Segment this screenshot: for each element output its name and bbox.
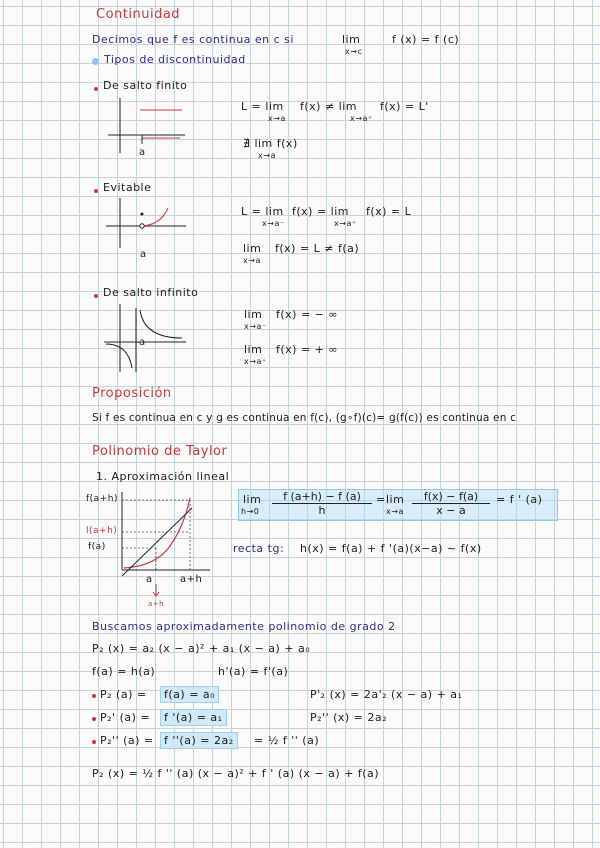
limit-text: L = lim (241, 205, 284, 218)
bullet-icon (94, 294, 98, 298)
limit-sub: x→a⁺ (350, 114, 373, 123)
row3-box: f ''(a) = 2a₂ (160, 732, 238, 749)
fraction-numerator: f (a+h) − f (a) (272, 490, 372, 504)
row2-left: P₂' (a) = (100, 711, 151, 724)
taylor-label-fa: f(a) (88, 542, 106, 552)
grado2-polynomial: P₂ (x) = a₂ (x − a)² + a₁ (x − a) + a₀ (92, 642, 311, 655)
row1-left: P₂ (a) = (100, 688, 147, 701)
fraction-denominator: h (318, 504, 326, 517)
taylor-subheading: 1. Aproximación lineal (96, 470, 230, 483)
definition-lim-sub: x→c (345, 47, 363, 56)
bullet-icon (92, 717, 96, 721)
bullet-icon (94, 87, 98, 91)
limit-text: f(x) = L' (380, 100, 429, 113)
limit-sub: x→a⁺ (244, 357, 267, 366)
bullet-icon (92, 58, 99, 65)
row3-right: = ½ f '' (a) (254, 734, 320, 747)
bullet-icon (92, 694, 96, 698)
taylor-label-fah: f(a+h) (86, 494, 118, 504)
derivative-result: = f ' (a) (496, 493, 543, 506)
limit-text: f(x) ≠ lim (300, 100, 358, 113)
bullet-icon (94, 189, 98, 193)
page-title: Continuidad (96, 7, 181, 22)
row1-right: P'₂ (x) = 2a'₂ (x − a) + a₁ (310, 688, 463, 701)
evitable-heading: Evitable (103, 181, 152, 194)
limit-text: f(x) = − ∞ (276, 308, 339, 321)
fraction-denominator: x − a (436, 504, 466, 517)
limit-sub: x→a (258, 151, 276, 160)
taylor-label-lah: l(a+h) (86, 526, 118, 536)
recta-expr: h(x) = f(a) + f '(a)(x−a) ∼ f(x) (300, 542, 482, 555)
limit-sub: x→a (243, 256, 261, 265)
taylor-label-ah: a+h (180, 574, 203, 585)
limit-text: lim (244, 343, 263, 356)
fraction (412, 490, 490, 517)
definition-expr: f (x) = f (c) (392, 33, 460, 46)
limit-sub: x→a⁺ (334, 219, 357, 228)
limit-text: ∄ lim f(x) (243, 137, 298, 150)
fraction-numerator: f(x) − f(a) (412, 490, 490, 504)
row3-left: P₂'' (a) = (100, 734, 154, 747)
limit-text: lim (243, 493, 262, 506)
row2-right: P₂'' (x) = 2a₂ (310, 711, 388, 724)
taylor-label-a: a (146, 574, 153, 585)
grado2-eq-fa: f(a) = h(a) (92, 665, 156, 678)
recta-label: recta tg: (233, 542, 285, 555)
grado2-eq-fpa: h'(a) = f'(a) (218, 665, 289, 678)
grado2-heading: Buscamos aproximadamente polinomio de grado 2 (92, 620, 396, 633)
tipos-heading: Tipos de discontinuidad (104, 53, 246, 66)
salto-finito-heading: De salto finito (103, 79, 188, 92)
taylor-heading: Polinomio de Taylor (92, 444, 228, 459)
evitable-axis-label: a (140, 249, 147, 260)
limit-text: f(x) = L (366, 205, 412, 218)
limit-sub: x→a (386, 507, 404, 516)
proposicion-heading: Proposición (92, 386, 172, 401)
row1-box: f(a) = a₀ (160, 686, 219, 703)
limit-text: f(x) = L ≠ f(a) (275, 242, 360, 255)
limit-sub: x→a⁻ (262, 219, 285, 228)
definition-text: Decimos que f es continua en c si (92, 33, 294, 46)
equals-sign: = (376, 493, 386, 506)
fraction (272, 490, 372, 517)
limit-text: f(x) = + ∞ (276, 343, 339, 356)
limit-sub: h→0 (241, 507, 260, 516)
taylor-label-ah-below: a+h (148, 600, 165, 608)
bullet-icon (92, 740, 96, 744)
limit-text: lim (243, 242, 262, 255)
limit-text: lim (244, 308, 263, 321)
limit-sub: x→a⁻ (244, 322, 267, 331)
limit-text: lim (386, 493, 405, 506)
salto-infinito-heading: De salto infinito (103, 286, 199, 299)
definition-lim: lim (342, 33, 361, 46)
limit-sub: x→a (268, 114, 286, 123)
salto-infinito-axis-label: a (139, 337, 146, 348)
grado2-final: P₂ (x) = ½ f '' (a) (x − a)² + f ' (a) (x − a) + f(a) (92, 767, 380, 780)
limit-text: L = lim (241, 100, 284, 113)
salto-finito-axis-label: a (139, 147, 146, 158)
limit-text: f(x) = lim (292, 205, 350, 218)
row2-box: f '(a) = a₁ (160, 709, 227, 726)
proposicion-text: Si f es continua en c y g es continua en f(c), (g∘f)(c)= g(f(c)) es continua en c (92, 412, 517, 424)
